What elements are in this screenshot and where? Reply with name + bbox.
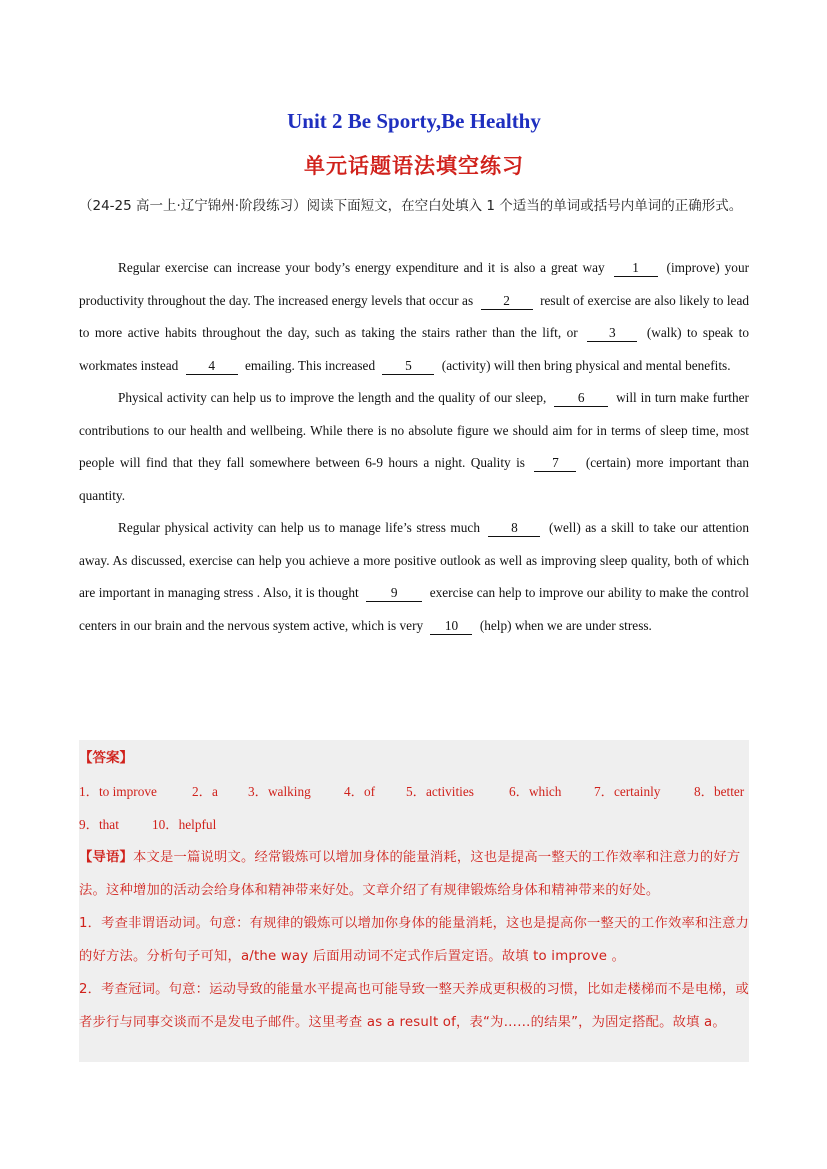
answer-item: 6．which	[509, 784, 562, 799]
answer-item: 3．walking	[248, 784, 311, 799]
text-segment: (walk) to speak to workmates instead	[79, 325, 750, 373]
guide-paragraph	[79, 841, 749, 907]
passage-paragraph-1	[79, 252, 749, 382]
blank-6: 6	[554, 389, 608, 407]
page-title-chinese: 单元话题语法填空练习	[304, 154, 524, 178]
answer-section	[79, 740, 749, 1062]
answer-row-2	[79, 808, 749, 841]
explanation-1: 1．考查非谓语动词。句意：有规律的锻炼可以增加你身体的能量消耗，这也是提高你一整天的工作效率和注意力的好方法。分析句子可知，a/the way 后面用动词不定式作后置定语。故填 to improve 。	[79, 916, 750, 964]
passage	[79, 252, 749, 642]
text-segment: Regular physical activity can help us to manage life’s stress much	[118, 520, 480, 535]
instruction-text: （24-25 高一上·辽宁锦州·阶段练习）阅读下面短文，在空白处填入 1 个适当的单词或括号内单词的正确形式。	[79, 198, 743, 214]
answer-item: 4．of	[344, 784, 376, 799]
guide-label: 【导语】	[79, 850, 133, 865]
answer-item: 2．a	[192, 784, 218, 799]
answer-item: 8．better	[694, 784, 745, 799]
text-segment: emailing. This increased	[245, 357, 376, 373]
answer-row-1	[79, 775, 749, 808]
blank-10: 10	[430, 617, 472, 635]
blank-9: 9	[366, 584, 422, 602]
blank-1: 1	[614, 259, 658, 277]
answer-item: 5．activities	[406, 784, 474, 799]
text-segment: (certain) more important than quantity.	[79, 455, 750, 503]
page-title-english: Unit 2 Be Sporty,Be Healthy	[287, 109, 541, 133]
passage-paragraph-2	[79, 382, 749, 512]
text-segment: will in turn make further contributions to our health and wellbeing. While there is no absolute figure we should aim for in terms of sleep time, most people will find that they fall somewhere between 6-9 hours a night. Quality is	[79, 390, 749, 470]
text-segment: result of exercise are also likely to lead to more active habits throughout the day, such as taking the stairs rather than the lift, or	[79, 292, 749, 340]
text-segment: (well) as a skill to take our attention away. As discussed, exercise can help you achieve a more positive outlook as well as improving sleep quality, both of which are important in managing stress . Also, it is thought	[79, 520, 749, 600]
answer-item: 1．to improve	[79, 784, 157, 799]
blank-3: 3	[587, 324, 637, 342]
blank-4: 4	[186, 357, 238, 375]
guide-text: 本文是一篇说明文。经常锻炼可以增加身体的能量消耗，这也是提高一整天的工作效率和注意力的好方法。这种增加的活动会给身体和精神带来好处。文章介绍了有规律锻炼给身体和精神带来的好处。	[79, 850, 741, 898]
blank-7: 7	[534, 454, 576, 472]
blank-2: 2	[481, 292, 533, 310]
text-segment: exercise can help to improve our ability to make the control centers in our brain and the nervous system active, which is very	[79, 585, 749, 633]
answer-item: 10．helpful	[152, 817, 217, 832]
answer-item: 7．certainly	[594, 784, 661, 799]
blank-5: 5	[382, 357, 434, 375]
text-segment: (improve) your productivity throughout the day. The increased energy levels that occur as	[79, 260, 750, 308]
blank-8: 8	[488, 519, 540, 537]
text-segment: (help) when we are under stress.	[479, 617, 652, 633]
answer-item: 9．that	[79, 817, 119, 832]
explanation-2: 2．考查冠词。句意：运动导致的能量水平提高也可能导致一整天养成更积极的习惯，比如走楼梯而不是电梯，或者步行与同事交谈而不是发电子邮件。这里考查 as a result of，表“为……的结果”，为固定搭配。故填 a。	[79, 982, 750, 1030]
text-segment: Physical activity can help us to improve the length and the quality of our sleep,	[118, 390, 547, 405]
text-segment: (activity) will then bring physical and mental benefits.	[441, 357, 731, 373]
passage-paragraph-3	[79, 512, 749, 642]
answer-heading: 【答案】	[79, 750, 133, 766]
text-segment: Regular exercise can increase your body’s energy expenditure and it is also a great way	[118, 260, 605, 275]
